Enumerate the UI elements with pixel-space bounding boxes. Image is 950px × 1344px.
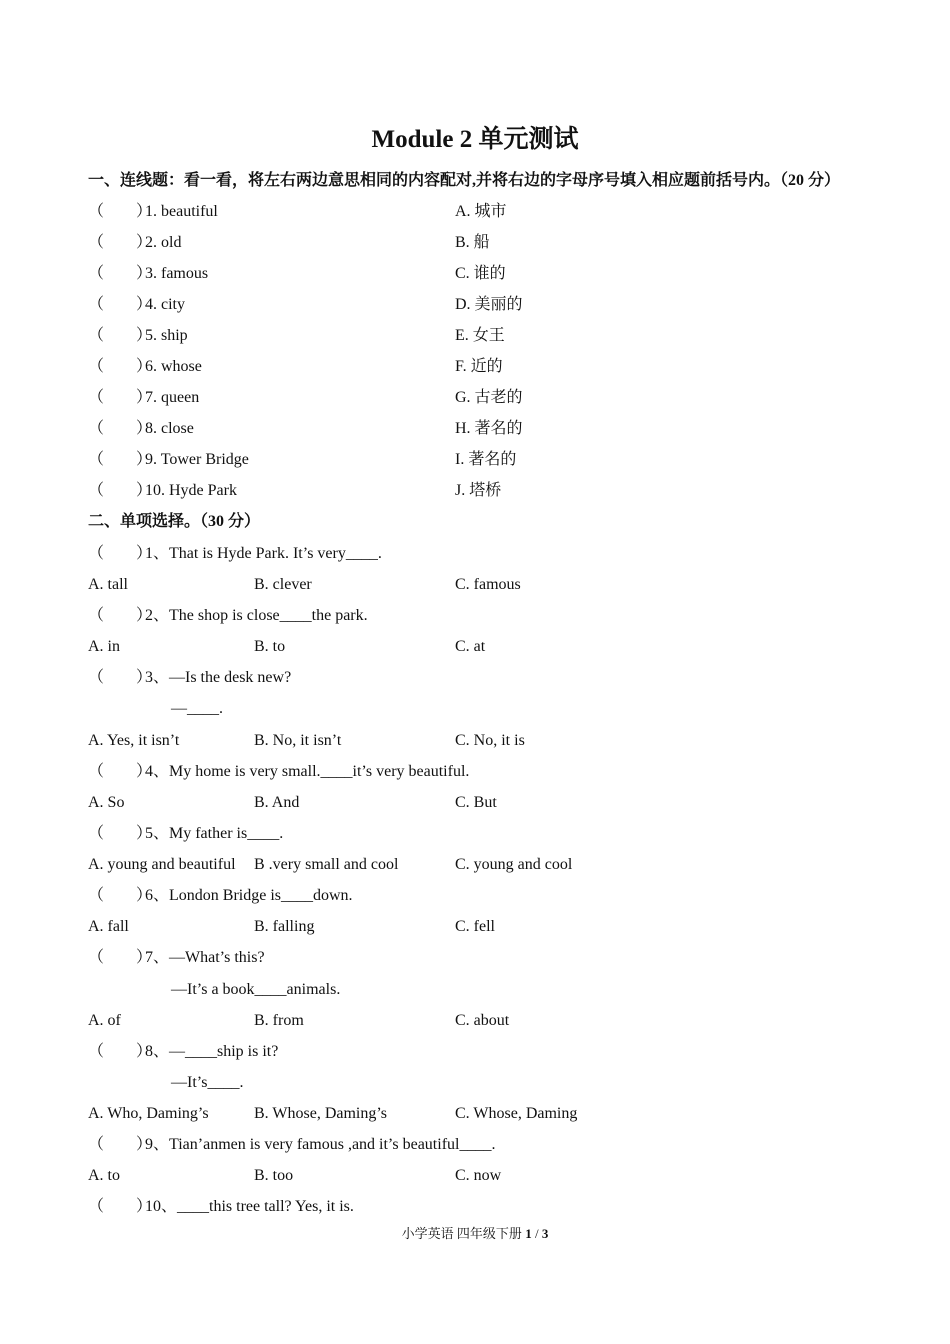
question-text: 10、____this tree tall? Yes, it is. (145, 1198, 354, 1215)
footer-label: 小学英语 四年级下册 (401, 1226, 522, 1241)
match-row-10 (88, 479, 888, 503)
page-separator: / (534, 1226, 539, 1241)
question-text: 8、—____ship is it? (145, 1043, 279, 1060)
answer-paren[interactable]: （ ） (88, 1136, 153, 1153)
match-row-8 (88, 417, 888, 441)
question-9 (88, 1133, 888, 1157)
question-6-options (88, 915, 888, 939)
question-text: 9、Tian’anmen is very famous ,and it’s beautiful____. (145, 1136, 496, 1153)
question-7-reply (88, 978, 888, 1002)
option-b: B. Whose, Daming’s (254, 1105, 388, 1122)
question-7-options (88, 1009, 888, 1033)
match-left-text: 10. Hyde Park (145, 482, 237, 499)
match-right-text: F. 近的 (455, 358, 503, 375)
question-text: 4、My home is very small.____it’s very beautiful. (145, 763, 470, 780)
option-b: B. No, it isn’t (254, 732, 342, 749)
question-1-options (88, 573, 888, 597)
option-c: C. at (455, 638, 486, 655)
match-left-text: 6. whose (145, 358, 202, 375)
answer-paren[interactable]: （ ） (88, 763, 153, 780)
match-left-text: 5. ship (145, 327, 188, 344)
option-c: C. about (455, 1012, 510, 1029)
question-2-options (88, 635, 888, 659)
question-8 (88, 1040, 888, 1064)
reply-text: —It’s____. (171, 1074, 244, 1091)
match-right-text: D. 美丽的 (455, 296, 523, 313)
answer-paren[interactable]: （ ） (88, 825, 153, 842)
match-row-1 (88, 200, 888, 224)
page-title: Module 2 单元测试 (371, 126, 579, 153)
question-text: 1、That is Hyde Park. It’s very____. (145, 545, 382, 562)
option-c: C. But (455, 794, 497, 811)
question-4 (88, 760, 888, 784)
question-10 (88, 1195, 888, 1219)
answer-paren[interactable]: （ ） (88, 234, 153, 251)
option-b: B. too (254, 1167, 294, 1184)
answer-paren[interactable]: （ ） (88, 482, 153, 499)
option-a: A. to (88, 1167, 120, 1184)
option-c: C. No, it is (455, 732, 525, 749)
answer-paren[interactable]: （ ） (88, 265, 153, 282)
question-text: 2、The shop is close____the park. (145, 607, 368, 624)
match-left-text: 1. beautiful (145, 203, 218, 220)
question-8-options (88, 1102, 888, 1126)
question-2 (88, 604, 888, 628)
option-b: B. clever (254, 576, 312, 593)
option-b: B. And (254, 794, 300, 811)
answer-paren[interactable]: （ ） (88, 887, 153, 904)
match-row-2 (88, 231, 888, 255)
question-9-options (88, 1164, 888, 1188)
option-a: A. tall (88, 576, 128, 593)
page-total: 3 (541, 1226, 549, 1241)
option-a: A. fall (88, 918, 129, 935)
option-b: B. to (254, 638, 286, 655)
section-2-heading: 二、单项选择。（30 分） (88, 513, 261, 530)
option-c: C. Whose, Daming (455, 1105, 578, 1122)
option-c: C. famous (455, 576, 521, 593)
question-3-options (88, 729, 888, 753)
answer-paren[interactable]: （ ） (88, 949, 153, 966)
match-right-text: H. 著名的 (455, 420, 523, 437)
match-right-text: J. 塔桥 (455, 482, 502, 499)
option-a: A. of (88, 1012, 121, 1029)
reply-text: —____. (171, 700, 223, 717)
question-1 (88, 542, 888, 566)
answer-paren[interactable]: （ ） (88, 389, 153, 406)
option-b: B. falling (254, 918, 315, 935)
match-row-4 (88, 293, 888, 317)
answer-paren[interactable]: （ ） (88, 358, 153, 375)
question-5-options (88, 853, 888, 877)
answer-paren[interactable]: （ ） (88, 296, 153, 313)
match-row-6 (88, 355, 888, 379)
answer-paren[interactable]: （ ） (88, 203, 153, 220)
answer-paren[interactable]: （ ） (88, 545, 153, 562)
page-footer (0, 1224, 950, 1244)
question-text: 7、—What’s this? (145, 949, 265, 966)
match-left-text: 8. close (145, 420, 194, 437)
question-8-reply (88, 1071, 888, 1095)
option-c: C. now (455, 1167, 502, 1184)
section-1-heading: 一、连线题：看一看，将左右两边意思相同的内容配对,并将右边的字母序号填入相应题前括号内。（20 分） (88, 172, 841, 189)
match-left-text: 4. city (145, 296, 185, 313)
match-right-text: C. 谁的 (455, 265, 506, 282)
option-a: A. in (88, 638, 120, 655)
answer-paren[interactable]: （ ） (88, 1043, 153, 1060)
question-text: 5、My father is____. (145, 825, 284, 842)
match-right-text: E. 女王 (455, 327, 505, 344)
answer-paren[interactable]: （ ） (88, 1198, 153, 1215)
option-b: B. from (254, 1012, 304, 1029)
option-b: B .very small and cool (254, 856, 399, 873)
question-4-options (88, 791, 888, 815)
reply-text: —It’s a book____animals. (171, 981, 341, 998)
match-left-text: 2. old (145, 234, 182, 251)
match-row-3 (88, 262, 888, 286)
match-right-text: A. 城市 (455, 203, 507, 220)
match-right-text: B. 船 (455, 234, 490, 251)
question-3 (88, 666, 888, 690)
page-number: 1 (525, 1226, 532, 1241)
answer-paren[interactable]: （ ） (88, 451, 153, 468)
option-c: C. fell (455, 918, 495, 935)
option-a: A. Who, Daming’s (88, 1105, 209, 1122)
question-text: 3、—Is the desk new? (145, 669, 292, 686)
match-left-text: 3. famous (145, 265, 209, 282)
question-5 (88, 822, 888, 846)
option-a: A. Yes, it isn’t (88, 732, 180, 749)
question-7 (88, 946, 888, 970)
match-row-9 (88, 448, 888, 472)
option-a: A. young and beautiful (88, 856, 236, 873)
answer-paren[interactable]: （ ） (88, 327, 153, 344)
match-right-text: I. 著名的 (455, 451, 517, 468)
match-left-text: 7. queen (145, 389, 200, 406)
match-right-text: G. 古老的 (455, 389, 523, 406)
answer-paren[interactable]: （ ） (88, 607, 153, 624)
question-6 (88, 884, 888, 908)
match-row-7 (88, 386, 888, 410)
answer-paren[interactable]: （ ） (88, 420, 153, 437)
answer-paren[interactable]: （ ） (88, 669, 153, 686)
match-left-text: 9. Tower Bridge (145, 451, 249, 468)
match-row-5 (88, 324, 888, 348)
question-3-reply (88, 697, 888, 721)
question-text: 6、London Bridge is____down. (145, 887, 353, 904)
option-c: C. young and cool (455, 856, 573, 873)
option-a: A. So (88, 794, 125, 811)
